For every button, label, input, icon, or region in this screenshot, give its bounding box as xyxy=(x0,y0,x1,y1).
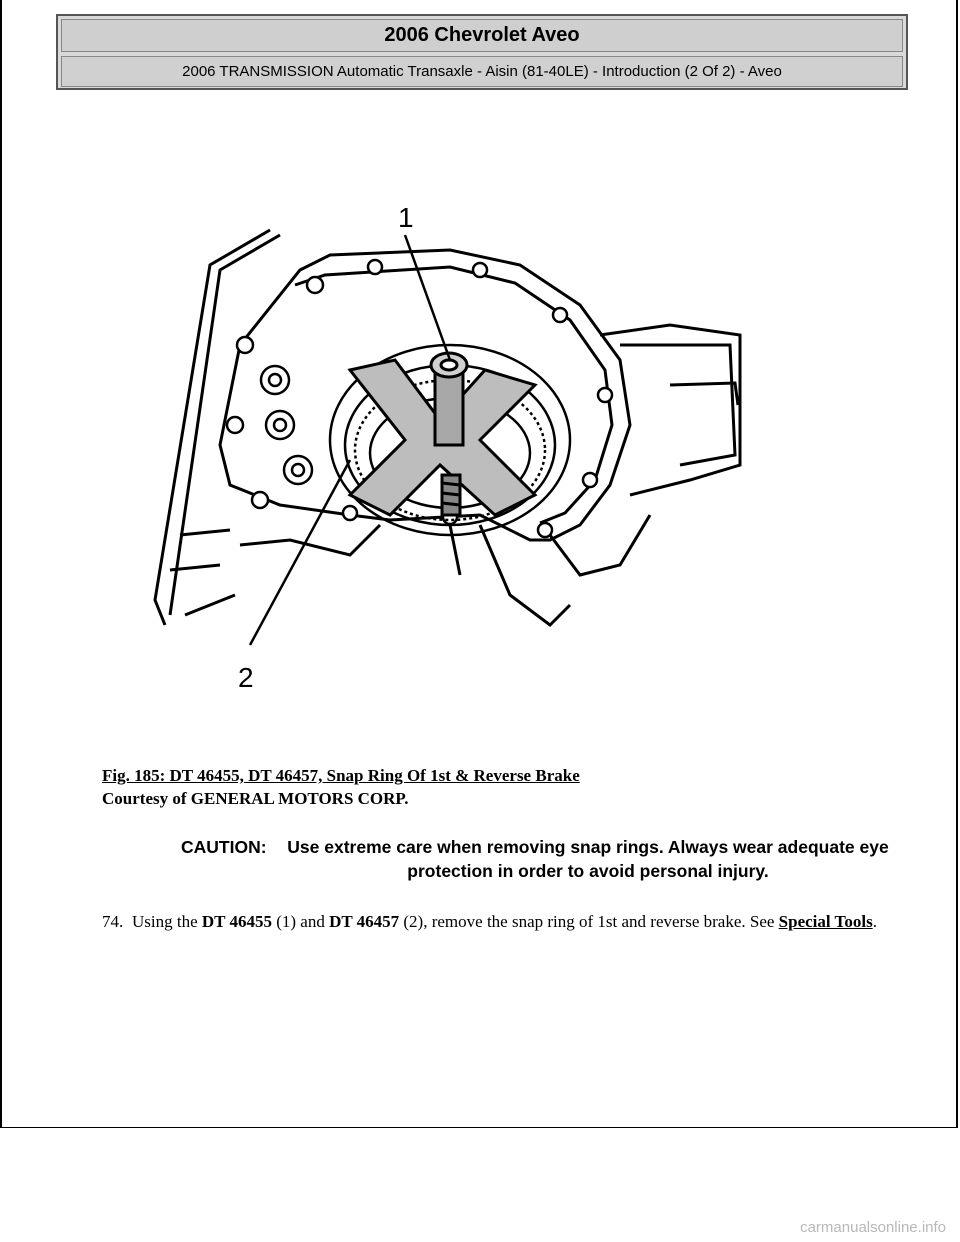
special-tools-link[interactable]: Special Tools xyxy=(778,912,873,931)
step-text-part: (2), remove the snap ring of 1st and reverse brake. See xyxy=(399,912,779,931)
caution-text: Use extreme care when removing snap rings. Always wear adequate eye protection in order to avoid personal injury. xyxy=(287,837,889,881)
watermark: carmanualsonline.info xyxy=(800,1219,946,1236)
step-text-part: . xyxy=(872,912,877,931)
transaxle-drawing xyxy=(150,195,750,695)
callout-1-label: 1 xyxy=(398,202,414,233)
caution-label: CAUTION: xyxy=(181,837,267,857)
figure-caption: Fig. 185: DT 46455, DT 46457, Snap Ring Of 1st & Reverse Brake xyxy=(102,766,580,785)
tool-dt-46455: DT 46455 xyxy=(201,912,272,931)
step-text-part: (1) and xyxy=(271,912,330,931)
header-subtitle: 2006 TRANSMISSION Automatic Transaxle - Aisin (81-40LE) - Introduction (2 Of 2) - Aveo xyxy=(61,56,903,87)
callout-2-label: 2 xyxy=(238,662,254,693)
step-number: 74. xyxy=(102,912,124,931)
step-text xyxy=(132,910,892,934)
transaxle-illustration xyxy=(150,195,750,695)
tool-dt-46457: DT 46457 xyxy=(329,912,400,931)
page-header xyxy=(56,14,908,90)
figure-courtesy: Courtesy of GENERAL MOTORS CORP. xyxy=(102,789,409,808)
header-title: 2006 Chevrolet Aveo xyxy=(61,19,903,52)
step-text-part: Using the xyxy=(132,912,202,931)
